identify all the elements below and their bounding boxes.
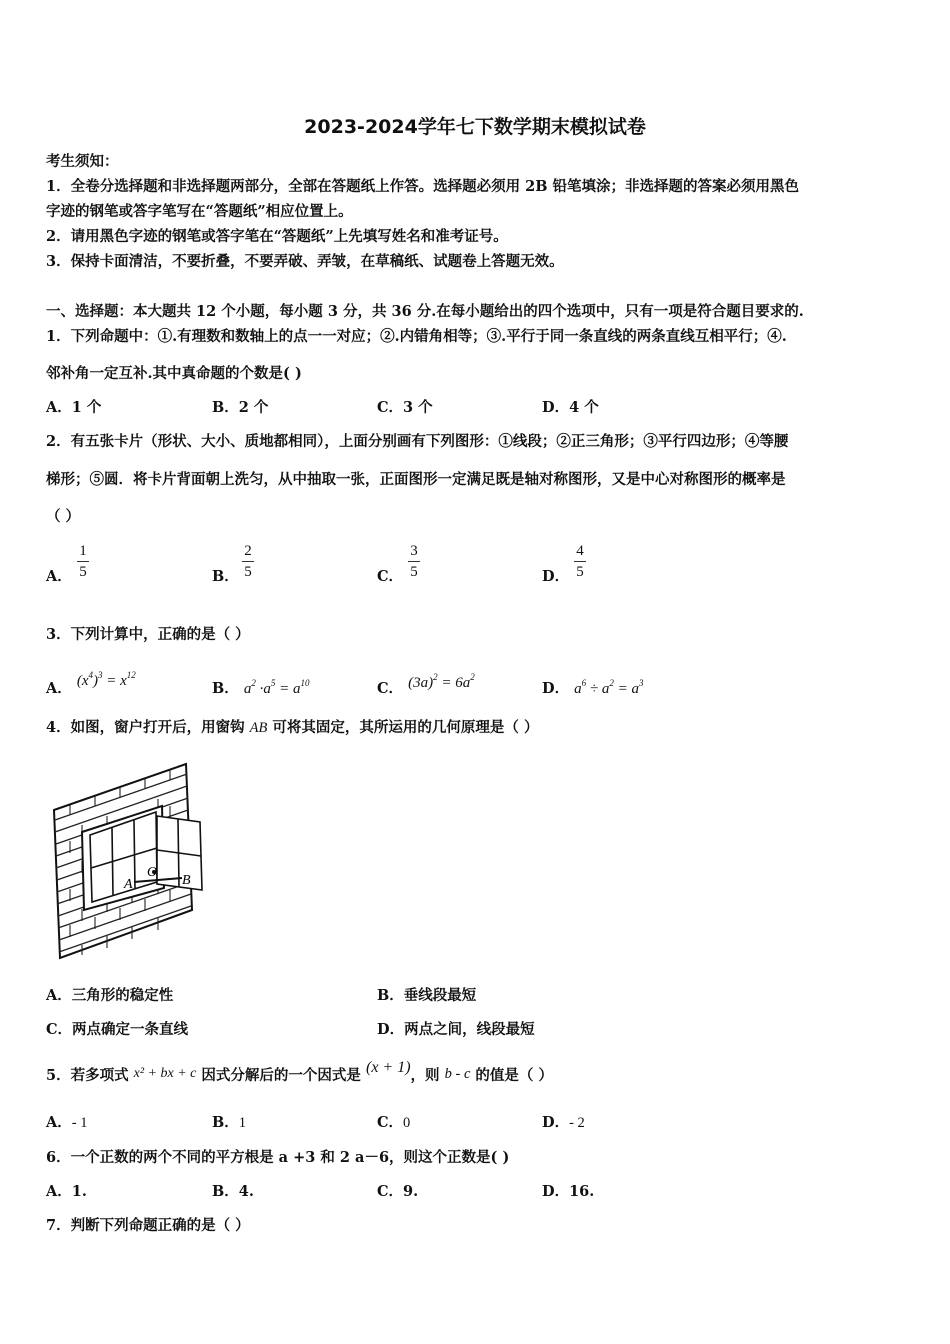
fraction-numerator: 1 [79, 543, 87, 559]
fraction-denominator: 5 [410, 564, 418, 580]
option-letter: C． [377, 1114, 404, 1131]
option-letter: C． [377, 680, 404, 697]
q2-option-d-fraction [573, 542, 587, 581]
q1-option-a: A．1 个 [46, 399, 102, 416]
q1-option-d: D．4 个 [542, 399, 599, 416]
q1-option-b: B．2 个 [212, 399, 269, 416]
option-value: - 1 [71, 1115, 88, 1131]
q2-option-b-letter: B． [212, 568, 239, 585]
option-value: - 2 [569, 1115, 585, 1131]
fraction-denominator: 5 [244, 564, 252, 580]
notice-item-3: 3．保持卡面清洁，不要折叠，不要弄破、弄皱，在草稿纸、试题卷上答题无效。 [46, 253, 564, 270]
q3-option-c-expression: $(3a)^2 = 6a^2$ [408, 672, 475, 691]
q4-option-b: B．垂线段最短 [377, 987, 477, 1004]
question-4-stem: 4．如图，窗户打开后，用窗钩 AB 可将其固定，其所运用的几何原理是（ ） [46, 719, 539, 736]
q3-option-a [46, 670, 136, 699]
question-2-line-1: 2．有五张卡片（形状、大小、质地都相同），上面分别画有下列图形：①线段；②正三角形；③平行四边形；④等腰 [46, 433, 789, 450]
q6-option-c: C．9. [377, 1183, 419, 1200]
q2-option-d-letter: D． [542, 568, 570, 585]
q6-option-b: B．4. [212, 1183, 254, 1200]
option-letter: D． [542, 1114, 570, 1131]
option-letter: B． [212, 680, 239, 697]
q6-option-d: D．16. [542, 1183, 595, 1200]
question-2-line-3: （ ） [46, 508, 81, 525]
fraction-denominator: 5 [576, 564, 584, 580]
q2-option-c-letter: C． [377, 568, 404, 585]
question-2-line-2: 梯形；⑤圆．将卡片背面朝上洗匀，从中抽取一张，正面图形一定满足既是轴对称图形，又是中心对称图形的概率是 [46, 471, 786, 488]
question-1-line-2: 邻补角一定互补.其中真命题的个数是( ) [46, 365, 302, 382]
option-letter: B． [212, 1114, 239, 1131]
question-5-stem: 5．若多项式 x² + bx + c 因式分解后的一个因式是 (x + 1)，则 b - c 的值是（ ） [46, 1059, 553, 1084]
q3-option-a-expression: $(x^4)^3 = x^{12}$ [76, 670, 136, 689]
q3-option-b [212, 673, 309, 699]
notice-heading: 考生须知： [46, 153, 119, 170]
q2-option-a-fraction [76, 542, 90, 581]
figure-label-b: B [182, 873, 191, 888]
q5-option-c [377, 1113, 410, 1133]
q3-option-b-expression: $a^2 \cdot a^5 = a^{10}$ [243, 678, 310, 697]
page-title: 2023-2024学年七下数学期末模拟试卷 [304, 116, 646, 138]
q2-option-b-fraction [241, 542, 255, 581]
q1-option-c: C．3 个 [377, 399, 433, 416]
notice-item-1-cont: 字迹的钢笔或答字笔写在“答题纸”相应位置上。 [46, 203, 353, 220]
notice-item-1: 1．全卷分选择题和非选择题两部分，全部在答题纸上作答。选择题必须用 2B 铅笔填涂；非选择题的答案必须用黑色 [46, 178, 800, 195]
fraction-bar [408, 561, 420, 562]
fraction-bar [574, 561, 586, 562]
fraction-bar [77, 561, 89, 562]
q5-option-d [542, 1113, 585, 1133]
option-value: 0 [403, 1115, 411, 1131]
fraction-denominator: 5 [79, 564, 87, 580]
notice-item-2: 2．请用黑色字迹的钢笔或答字笔在“答题纸”上先填写姓名和准考证号。 [46, 228, 508, 245]
figure-label-o: O [147, 865, 158, 880]
figure-label-a: A [124, 877, 133, 892]
q4-option-d: D．两点之间，线段最短 [377, 1021, 535, 1038]
question-3-stem: 3．下列计算中，正确的是（ ） [46, 626, 250, 643]
option-letter: A． [46, 1114, 72, 1131]
option-value: 1 [238, 1115, 247, 1131]
question-7-stem: 7．判断下列命题正确的是（ ） [46, 1217, 250, 1234]
q3-option-d-expression: $a^6 \div a^2 = a^3$ [574, 678, 644, 697]
q6-option-a: A．1. [46, 1183, 87, 1200]
q5-option-b [212, 1113, 246, 1133]
q4-option-c: C．两点确定一条直线 [46, 1021, 189, 1038]
window-hook-figure [50, 760, 210, 965]
q4-option-a: A．三角形的稳定性 [46, 987, 174, 1004]
fraction-numerator: 2 [244, 543, 252, 559]
q2-option-a-letter: A． [46, 568, 72, 585]
option-letter: D． [542, 680, 570, 697]
q5-option-a [46, 1113, 87, 1133]
fraction-bar [242, 561, 254, 562]
q3-option-d [542, 673, 644, 699]
q3-option-c [377, 673, 475, 699]
question-6-stem: 6．一个正数的两个不同的平方根是 a +3 和 2 a－6，则这个正数是( ) [46, 1149, 510, 1166]
q2-option-c-fraction [407, 542, 421, 581]
fraction-numerator: 4 [576, 543, 584, 559]
section-heading: 一、选择题：本大题共 12 个小题，每小题 3 分，共 36 分.在每小题给出的四个选项中，只有一项是符合题目要求的. [46, 303, 804, 320]
option-letter: A． [46, 680, 72, 697]
question-1-line-1: 1．下列命题中：①.有理数和数轴上的点一一对应；②.内错角相等；③.平行于同一条直线的两条直线互相平行；④. [46, 328, 787, 345]
fraction-numerator: 3 [410, 543, 418, 559]
